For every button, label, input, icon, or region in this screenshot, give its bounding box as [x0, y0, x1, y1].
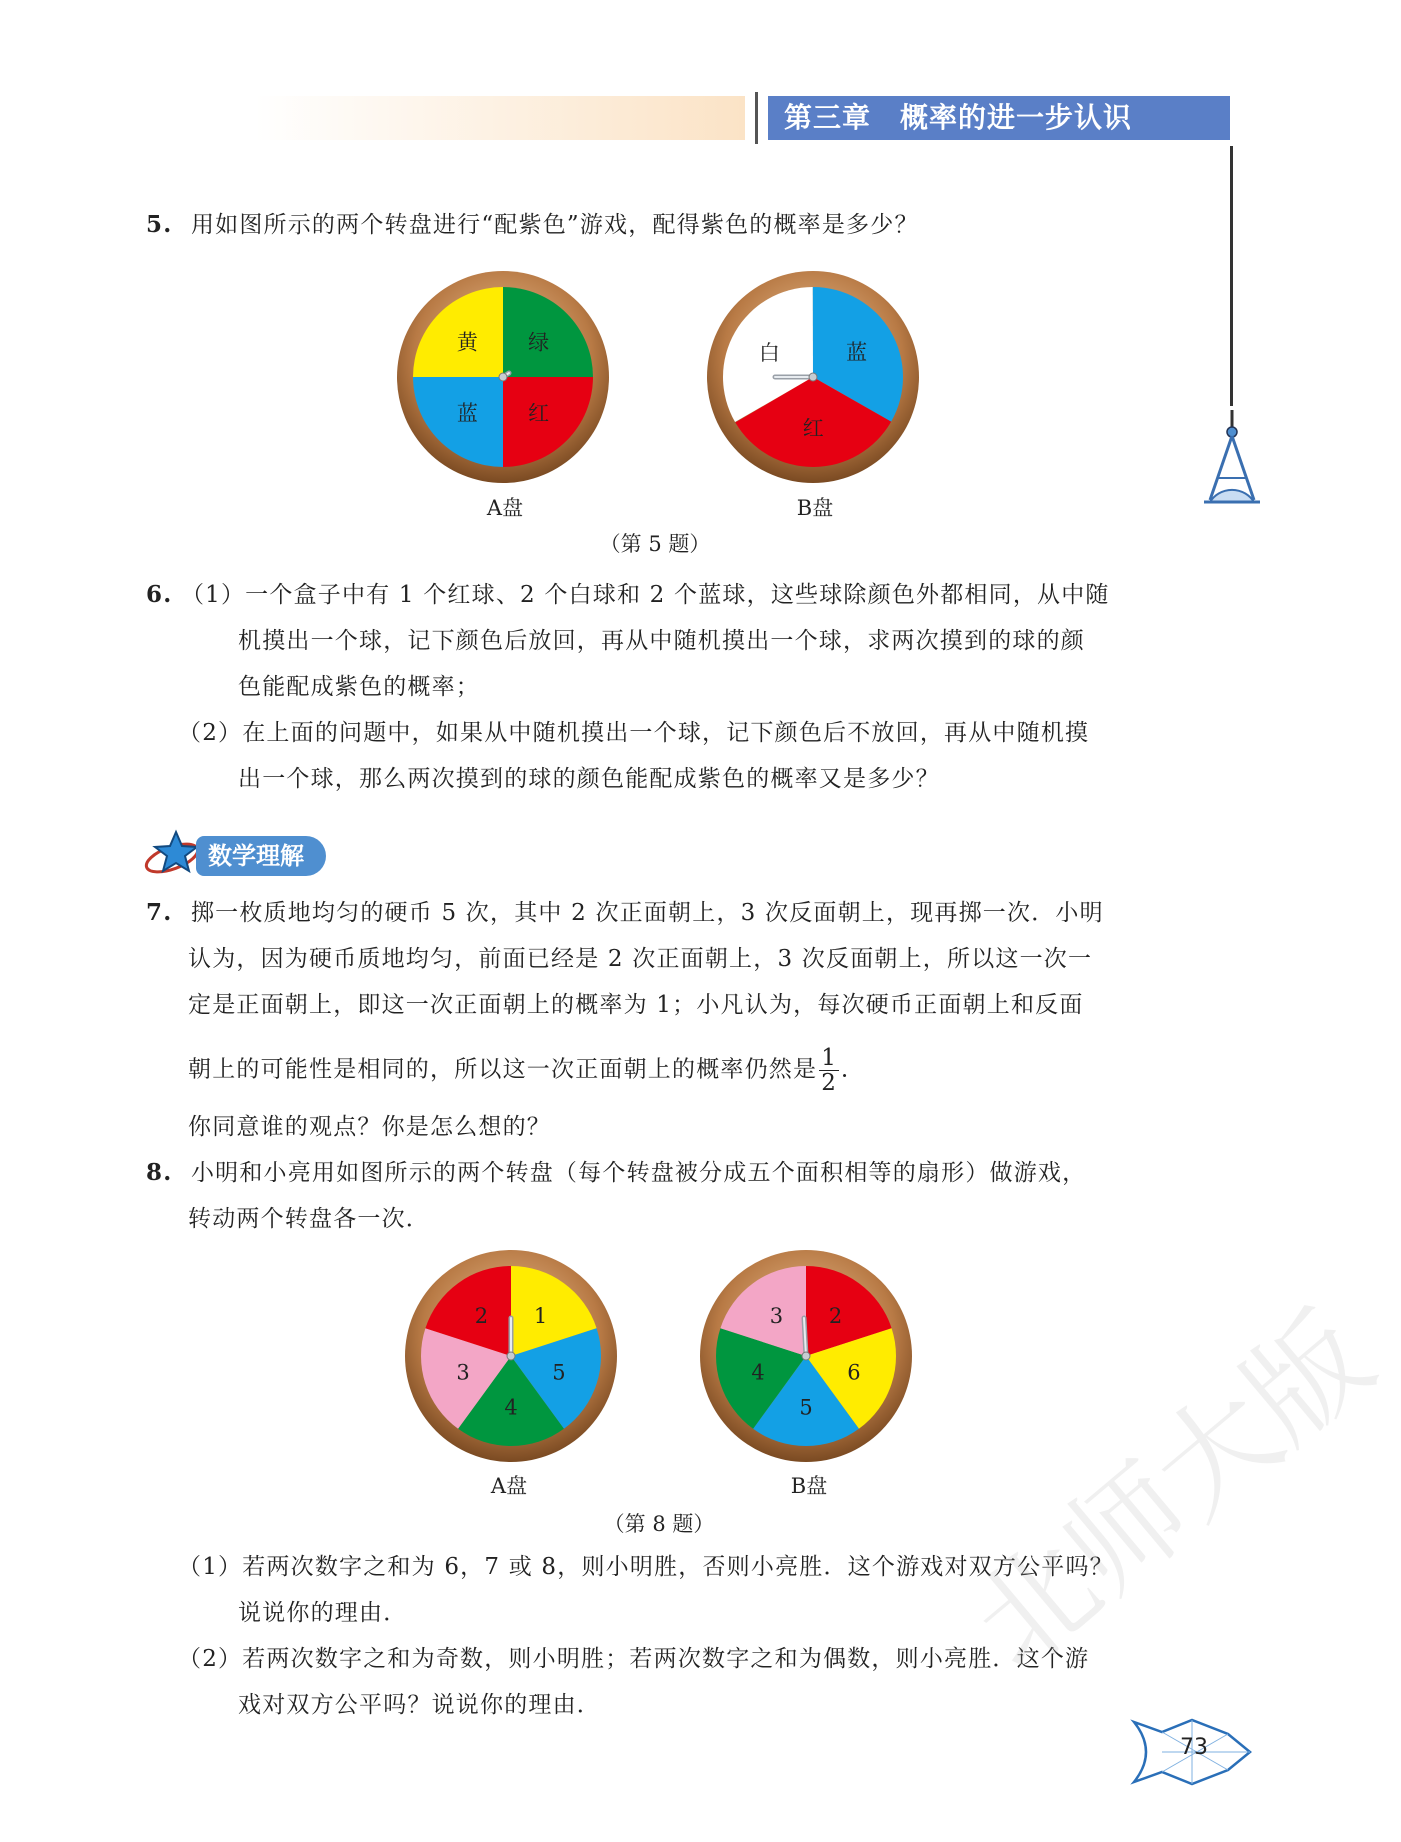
- question-8-line: 转动两个转盘各一次．: [188, 1206, 430, 1232]
- spinner-sector-label: 4: [504, 1395, 518, 1420]
- spinner-sector-label: 蓝: [846, 340, 868, 365]
- spinner-a-q5: [393, 267, 613, 487]
- watermark: 北师大版: [946, 1286, 1398, 1696]
- spinner-sector-label: 3: [769, 1304, 784, 1329]
- fraction: $\frac{1}{2}$: [821, 1045, 838, 1096]
- page-number: 73: [1180, 1735, 1208, 1760]
- question-6-line: 色能配成紫色的概率；: [238, 674, 480, 700]
- question-6-part-2: （2）在上面的问题中，如果从中随机摸出一个球，记下颜色后不放回，再从中随机摸: [178, 720, 1090, 746]
- spinner-b-label: B盘: [790, 1474, 828, 1498]
- header-divider: [755, 92, 758, 144]
- spinner-sector-label: 3: [456, 1360, 470, 1385]
- spinner-sector-label: 1: [533, 1304, 548, 1329]
- question-7-line: 认为，因为硬币质地均匀，前面已经是 2 次正面朝上，3 次反面朝上，所以这一次一: [188, 946, 1093, 972]
- question-6: 6. （1）一个盒子中有 1 个红球、2 个白球和 2 个蓝球，这些球除颜色外都相同，从中随: [146, 581, 1110, 608]
- side-rule: [1230, 146, 1233, 406]
- section-title: 数学理解: [196, 836, 326, 876]
- spinner-sector-label: 白: [758, 340, 780, 365]
- question-7: 7. 掷一枚质地均匀的硬币 5 次，其中 2 次正面朝上，3 次反面朝上，现再掷一次．小明: [146, 899, 1104, 926]
- spinner-sector-label: 5: [552, 1360, 566, 1385]
- spinner-sector-label: 4: [751, 1360, 765, 1385]
- question-6-line: 机摸出一个球，记下颜色后放回，再从中随机摸出一个球，求两次摸到的球的颜: [238, 628, 1085, 654]
- spinner-sector-label: 2: [474, 1304, 489, 1329]
- spinner-b-label: B盘: [796, 496, 834, 520]
- spinner-sector-label: 红: [528, 401, 550, 426]
- question-8-line: 戏对双方公平吗？说说你的理由．: [238, 1692, 601, 1718]
- question-7-line: 朝上的可能性是相同的，所以这一次正面朝上的概率仍然是 $\frac{1}{2}$ ．: [188, 1045, 866, 1096]
- spinner-sector-label: 6: [847, 1360, 861, 1385]
- question-5: 5. 用如图所示的两个转盘进行“配紫色”游戏，配得紫色的概率是多少？: [146, 211, 919, 238]
- spinner-a-q8: [401, 1246, 621, 1466]
- spinner-sector-label: 黄: [456, 330, 478, 355]
- header-decoration: [255, 96, 745, 140]
- chapter-title: 第三章 概率的进一步认识: [768, 96, 1230, 140]
- question-7-line: 你同意谁的观点？你是怎么想的？: [188, 1114, 551, 1140]
- spinner-b-q8: [696, 1246, 916, 1466]
- spinner-sector-label: 蓝: [456, 401, 478, 426]
- spinner-sector-label: 红: [802, 416, 824, 441]
- spinner-sector-label: 绿: [528, 330, 550, 355]
- spinner-b-q5: [703, 267, 923, 487]
- figure-caption-8: （第 8 题）: [603, 1512, 715, 1536]
- question-8: 8. 小明和小亮用如图所示的两个转盘（每个转盘被分成五个面积相等的扇形）做游戏，: [146, 1159, 1087, 1186]
- spinner-a-label: A盘: [486, 496, 524, 520]
- question-8-part-1: （1）若两次数字之和为 6，7 或 8，则小明胜，否则小亮胜．这个游戏对双方公平吗？: [178, 1554, 1114, 1580]
- question-7-line: 定是正面朝上，即这一次正面朝上的概率为 1；小凡认为，每次硬币正面朝上和反面: [188, 992, 1084, 1018]
- spinner-sector-label: 5: [799, 1395, 813, 1420]
- star-orbit-icon: [142, 828, 204, 884]
- question-6-line: 出一个球，那么两次摸到的球的颜色能配成紫色的概率又是多少？: [238, 766, 940, 792]
- question-8-part-2: （2）若两次数字之和为奇数，则小明胜；若两次数字之和为偶数，则小亮胜．这个游: [178, 1646, 1090, 1672]
- figure-caption-5: （第 5 题）: [599, 532, 711, 556]
- spinner-sector-label: 2: [828, 1304, 843, 1329]
- spinner-a-label: A盘: [490, 1474, 528, 1498]
- compass-icon: [1196, 410, 1268, 510]
- question-8-line: 说说你的理由．: [238, 1600, 408, 1626]
